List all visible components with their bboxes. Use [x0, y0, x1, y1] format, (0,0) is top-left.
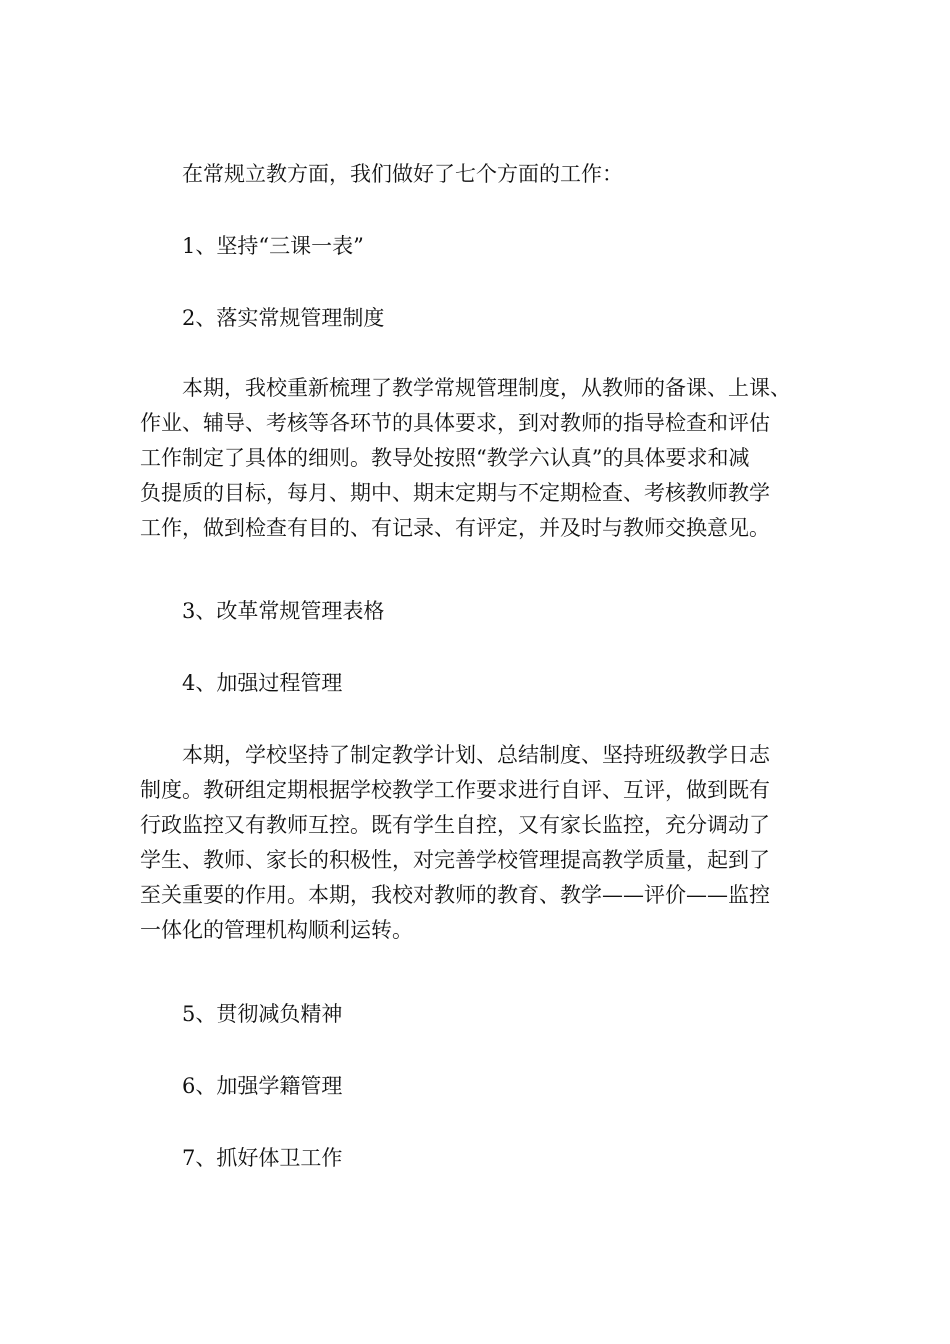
- item-6-heading: 6、加强学籍管理: [182, 1074, 343, 1098]
- paragraph-1-line-3: 工作制定了具体的细则。教导处按照“教学六认真”的具体要求和减: [140, 446, 750, 470]
- paragraph-2-line-6: 一体化的管理机构顺利运转。: [140, 918, 413, 942]
- paragraph-2: [140, 738, 820, 948]
- item-2-heading: 2、落实常规管理制度: [182, 306, 385, 330]
- paragraph-2-line-3: 行政监控又有教师互控。既有学生自控，又有家长监控，充分调动了: [140, 813, 770, 837]
- item-7-heading: 7、抓好体卫工作: [182, 1146, 343, 1170]
- paragraph-1-line-2: 作业、辅导、考核等各环节的具体要求，到对教师的指导检查和评估: [140, 411, 770, 435]
- paragraph-1: [140, 371, 820, 546]
- paragraph-2-line-1: 本期，学校坚持了制定教学计划、总结制度、坚持班级教学日志: [182, 743, 770, 767]
- paragraph-1-line-5: 工作，做到检查有目的、有记录、有评定，并及时与教师交换意见。: [140, 516, 770, 540]
- item-1-heading: 1、坚持“三课一表”: [182, 234, 364, 258]
- paragraph-1-line-1: 本期，我校重新梳理了教学常规管理制度，从教师的备课、上课、: [182, 376, 791, 400]
- paragraph-1-line-4: 负提质的目标，每月、期中、期末定期与不定期检查、考核教师教学: [140, 481, 770, 505]
- paragraph-2-line-5: 至关重要的作用。本期，我校对教师的教育、教学——评价——监控: [140, 883, 770, 907]
- item-5-heading: 5、贯彻减负精神: [182, 1002, 343, 1026]
- paragraph-2-line-4: 学生、教师、家长的积极性，对完善学校管理提高教学质量，起到了: [140, 848, 770, 872]
- item-4-heading: 4、加强过程管理: [182, 671, 343, 695]
- intro-line: 在常规立教方面，我们做好了七个方面的工作：: [182, 162, 623, 186]
- item-3-heading: 3、改革常规管理表格: [182, 599, 385, 623]
- paragraph-2-line-2: 制度。教研组定期根据学校教学工作要求进行自评、互评，做到既有: [140, 778, 770, 802]
